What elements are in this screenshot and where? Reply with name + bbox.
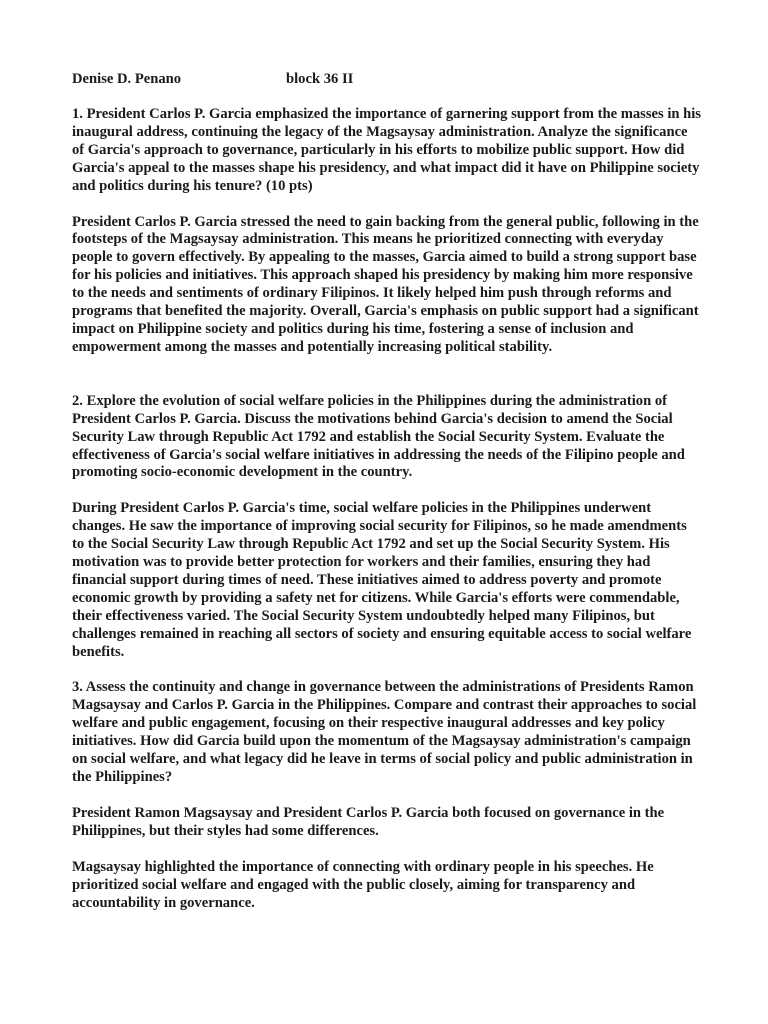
question-2: 2. Explore the evolution of social welfare policies in the Philippines during the administration of President Carlos P. Garcia. Discuss the motivations behind Garcia's decision to amend the Social Security Law through Republic Act 1792 and establish the Social Security System. Evaluate the effectiveness of Garcia's social welfare initiatives in addressing the needs of the Filipino people and promoting socio-economic development in the country.	[72, 392, 685, 481]
block-label: block 36 II	[286, 71, 354, 87]
question-3: 3. Assess the continuity and change in governance between the administrations of Presidents Ramon Magsaysay and Carlos P. Garcia in the Philippines. Compare and contrast their approaches to social welfare and public engagement, focusing on their respective inaugural addresses and key policy initiatives. How did Garcia build upon the momentum of the Magsaysay administration's campaign on social welfare, and what legacy did he leave in terms of social policy and public administration in the Philippines?	[72, 679, 697, 785]
author-name: Denise D. Penano	[72, 71, 182, 87]
document-page	[72, 71, 702, 930]
answer-2: During President Carlos P. Garcia's time, social welfare policies in the Philippines underwent changes. He saw the importance of improving social security for Filipinos, so he made amendments to the Social Security Law through Republic Act 1792 and set up the Social Security System. His motivation was to provide better protection for workers and their families, ensuring they had financial support during times of need. These initiatives aimed to address poverty and promote economic growth by providing a safety net for citizens. While Garcia's efforts were commendable, their effectiveness varied. The Social Security System undoubtedly helped many Filipinos, but challenges remained in reaching all sectors of society and ensuring equitable access to social welfare benefits.	[72, 500, 692, 660]
answer-1: President Carlos P. Garcia stressed the need to gain backing from the general public, following in the footsteps of the Magsaysay administration. This means he prioritized connecting with everyday people to govern effectively. By appealing to the masses, Garcia aimed to build a strong support base for his policies and initiatives. This approach shaped his presidency by making him more responsive to the needs and sentiments of ordinary Filipinos. It likely helped him push through reforms and programs that benefited the majority. Overall, Garcia's emphasis on public support had a significant impact on Philippine society and politics during his time, fostering a sense of inclusion and empowerment among the masses and potentially increasing political stability.	[72, 213, 699, 355]
document-header	[72, 71, 702, 89]
question-1: 1. President Carlos P. Garcia emphasized the importance of garnering support from the masses in his inaugural address, continuing the legacy of the Magsaysay administration. Analyze the significance of Garcia's approach to governance, particularly in his efforts to mobilize public support. How did Garcia's appeal to the masses shape his presidency, and what impact did it have on Philippine society and politics during his tenure? (10 pts)	[72, 106, 701, 194]
answer-3-magsaysay: Magsaysay highlighted the importance of connecting with ordinary people in his speeches. He prioritized social welfare and engaged with the public closely, aiming for transparency and accountability in governance.	[72, 858, 654, 911]
answer-3-intro: President Ramon Magsaysay and President Carlos P. Garcia both focused on governance in the Philippines, but their styles had some differences.	[72, 804, 665, 839]
